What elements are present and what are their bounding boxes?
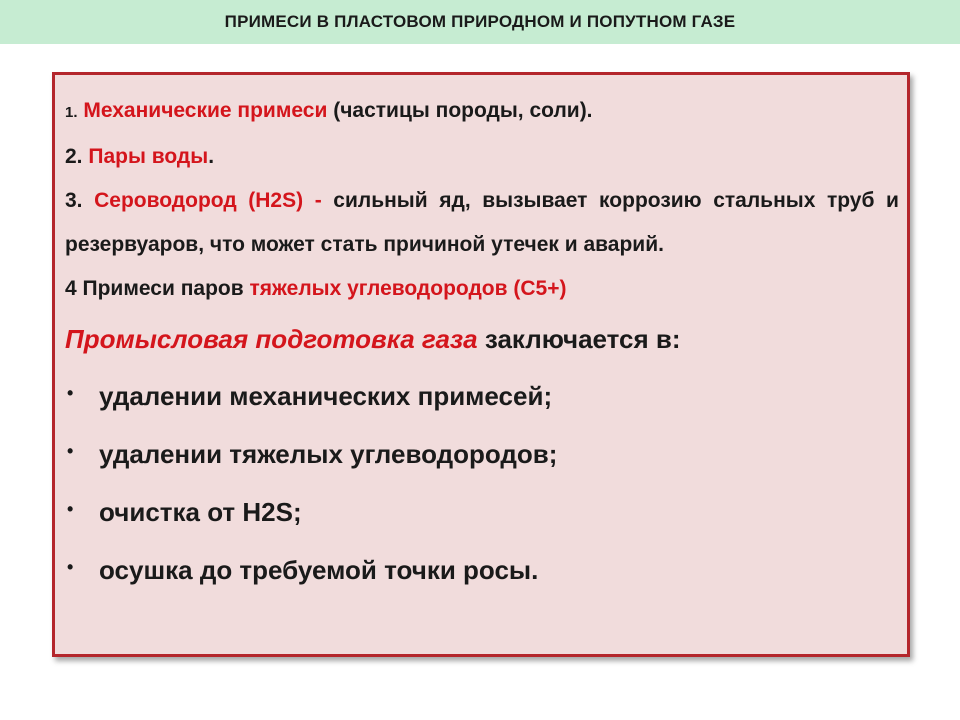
item-highlight: Сероводород (H2S) (94, 189, 304, 212)
bullet-icon: • (67, 383, 74, 403)
item-hydrogen-sulfide (65, 179, 899, 267)
item-highlight: Механические примеси (83, 99, 328, 122)
list-item (65, 541, 899, 599)
item-text: сильный яд, вызывает коррозию стальных труб и резервуаров, что может стать причиной утечек и аварий. (65, 189, 899, 256)
bullet-icon: • (67, 441, 74, 461)
item-dash: - (314, 189, 322, 212)
item-number: 1. (65, 104, 78, 121)
item-text: . (208, 145, 215, 168)
slide-title: ПРИМЕСИ В ПЛАСТОВОМ ПРИРОДНОМ И ПОПУТНОМ ГАЗЕ (224, 12, 736, 31)
item-highlight: тяжелых углеводородов (C5+) (249, 277, 567, 300)
item-number: 3. (65, 189, 83, 212)
bullet-icon: • (67, 557, 74, 577)
list-item-text: осушка до требуемой точки росы. (99, 555, 539, 585)
title-bar (0, 0, 960, 44)
preparation-highlight: Промысловая подготовка газа (65, 324, 478, 354)
list-item (65, 367, 899, 425)
list-item-text: очистка от H2S; (99, 497, 302, 527)
list-item-text: удалении тяжелых углеводородов; (99, 439, 558, 469)
item-number: 2. (65, 145, 83, 168)
preparation-heading (65, 311, 899, 367)
item-highlight: Пары воды (88, 145, 209, 168)
item-text: (частицы породы, соли). (333, 99, 593, 122)
item-mechanical-impurities (65, 89, 899, 135)
item-prefix: 4 Примеси паров (65, 277, 244, 300)
list-item-text: удалении механических примесей; (99, 381, 553, 411)
list-item (65, 425, 899, 483)
bullet-icon: • (67, 499, 74, 519)
item-heavy-hydrocarbons (65, 267, 899, 311)
list-item (65, 483, 899, 541)
content-box (52, 72, 910, 657)
preparation-list (65, 367, 899, 599)
item-water-vapor (65, 135, 899, 179)
preparation-text: заключается в: (484, 324, 681, 354)
